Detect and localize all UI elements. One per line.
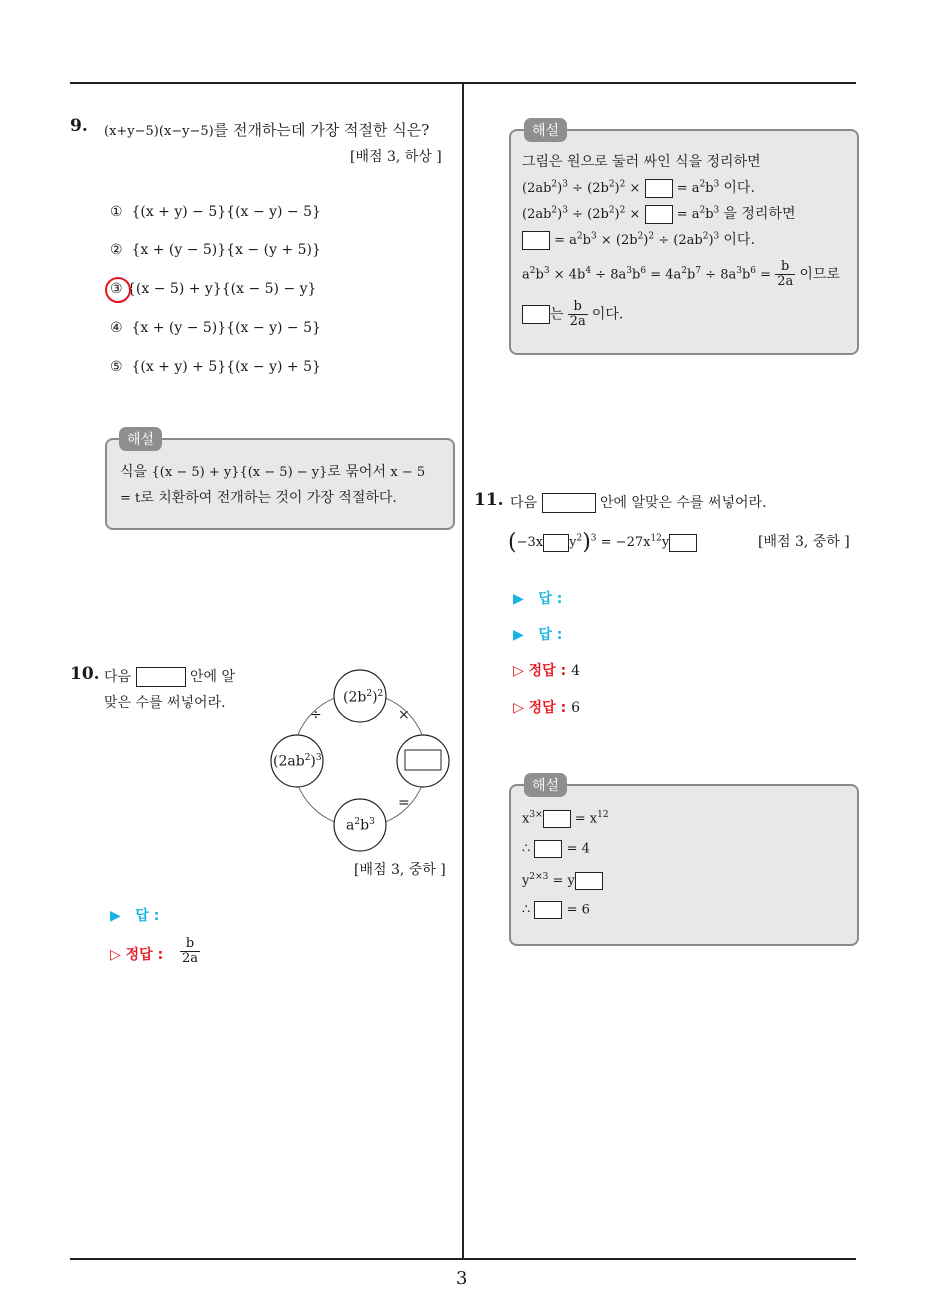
sol-math: {(x − 5) + y}{(x − 5) − y}	[151, 465, 328, 480]
blank-box	[542, 493, 596, 513]
q11-sol-line2	[522, 840, 590, 858]
q11-sol-line3: $y^{2\times 3} = y$	[522, 872, 603, 890]
q9-solution-line1	[120, 461, 425, 481]
q10-sol-line5: $a^2b^3 \times 4b^4 \div 8a^3b^6 = 4a^2b^7 \div 8a^3b^6$ = $\frac{b}{2a}$ 이므로	[522, 259, 840, 290]
sol-text: 이다.	[591, 306, 624, 323]
diagram-top-label: $(2b^2)^2$	[343, 689, 384, 706]
q9-choice-2[interactable]	[110, 242, 321, 258]
sol-text: 로 묶어서	[327, 464, 386, 480]
q11-correct-row-2	[513, 697, 580, 717]
diagram-left-label: $(2ab^2)^3$	[273, 753, 322, 770]
sol-math: = a	[554, 233, 577, 248]
correct-value: 6	[571, 700, 580, 716]
q9-number: 9.	[70, 116, 88, 136]
sol-math: ∴	[522, 841, 531, 857]
q9-choice-5[interactable]	[110, 359, 321, 375]
fraction-numerator: b	[185, 936, 195, 951]
bottom-rule	[70, 1258, 856, 1260]
diagram-op-divide: ÷	[310, 707, 322, 723]
q10-number: 10.	[70, 664, 100, 684]
q10-prompt-line2: 맞은 수를 써넣어라.	[104, 695, 226, 711]
sol-math: (2ab	[522, 181, 552, 196]
q9-choice-1[interactable]	[110, 204, 321, 220]
sol-math: ÷ (2ab	[658, 233, 703, 248]
sol-math: y	[522, 873, 530, 889]
diagram-text: a	[346, 817, 355, 834]
correct-label: 정답 :	[528, 663, 567, 679]
q10-correct-fraction	[180, 937, 200, 967]
q9-solution-tag: 해설	[119, 427, 162, 451]
answer-label: 답 :	[135, 908, 160, 924]
play-icon: ▶	[513, 627, 524, 643]
diagram-bottom-label: $a^2b^3$	[346, 817, 375, 834]
sol-math: = 4	[566, 841, 590, 857]
sol-math: a	[522, 267, 530, 283]
prompt-text: 안에 알맞은 수를 써넣어라.	[599, 495, 767, 511]
play-icon: ▶	[110, 908, 121, 924]
sol-text: 식을	[120, 464, 148, 480]
answer-circle-icon	[105, 277, 131, 303]
q9-prompt	[104, 119, 429, 140]
choice-mark: ①	[110, 204, 123, 220]
prompt-text: 안에 알	[189, 669, 235, 685]
q11-correct-row-1	[513, 660, 580, 680]
sol-fraction	[568, 300, 588, 330]
blank-box	[522, 231, 550, 250]
choice-mark: ③	[110, 281, 123, 297]
choice-expr: {(x − 5) + y}{(x − 5) − y}	[127, 281, 317, 297]
blank-box	[669, 534, 697, 552]
sol-fraction	[775, 260, 795, 290]
q11-answer-row-2	[513, 624, 562, 644]
diagram-text: (2ab	[273, 753, 305, 770]
sol-math: ÷ 8a	[595, 267, 627, 283]
sol-math: x − 5	[390, 465, 426, 480]
sol-math: = t	[120, 491, 141, 506]
choice-mark: ④	[110, 320, 123, 336]
choice-expr: {x + (y − 5)}{x − (y + 5)}	[131, 242, 321, 258]
q10-prompt-line1	[104, 666, 235, 687]
q10-sol-line4: = $a^2b^3 \times (2b^2)^2 \div (2ab^2)^3$ 이다.	[522, 229, 755, 250]
blank-box	[645, 179, 673, 198]
q9-solution-line2	[120, 487, 397, 507]
outline-triangle-icon: ▷	[110, 947, 121, 963]
choice-expr: {(x + y) + 5}{(x − y) + 5}	[131, 359, 321, 375]
page-number: 3	[456, 1268, 468, 1289]
diagram-text: (2b	[343, 689, 367, 706]
q10-correct-row	[110, 944, 163, 964]
q11-solution-box	[509, 784, 859, 946]
answer-label: 답 :	[538, 591, 563, 607]
prompt-text: 다음	[510, 495, 538, 511]
blank-box	[522, 305, 550, 324]
q11-answer-row-1	[513, 588, 562, 608]
q9-choice-3[interactable]	[110, 281, 316, 297]
sol-math: ×	[629, 181, 641, 196]
correct-label: 정답 :	[528, 700, 567, 716]
sol-math: × 4b	[553, 267, 586, 283]
q10-sol-line2: $(2ab^2)^3 \div (2b^2)^2$ × = $a^2b^3$ 이다.	[522, 179, 755, 196]
q11-number: 11.	[474, 490, 504, 510]
sol-math: x	[522, 811, 530, 827]
play-icon: ▶	[513, 591, 524, 607]
choice-mark: ②	[110, 242, 123, 258]
q10-sol-line6	[522, 300, 623, 330]
sol-text: 로 치환하여 전개하는 것이 가장 적절하다.	[140, 490, 397, 506]
q11-equation: (−3x $y^2)^3 = -27x^{12}y$	[508, 530, 697, 555]
q9-prompt-text: 를 전개하는데 가장 적절한 식은?	[213, 121, 430, 139]
blank-box	[645, 205, 673, 224]
column-divider	[462, 82, 464, 1259]
answer-label: 답 :	[538, 627, 563, 643]
choice-expr: {x + (y − 5)}{(x − y) − 5}	[131, 320, 321, 336]
fraction-denominator: 2a	[777, 274, 794, 290]
sol-math: =	[760, 267, 772, 283]
blank-box	[543, 810, 571, 828]
sol-math: = a	[676, 207, 700, 222]
fraction-denominator: 2a	[182, 951, 199, 967]
sol-text: 이므로	[799, 266, 840, 283]
fraction-denominator: 2a	[569, 314, 586, 330]
q10-sol-line3: $(2ab^2)^3 \div (2b^2)^2$ × = $a^2b^3$ 을 정리하면	[522, 205, 796, 222]
q10-sol-line1: 그림은 원으로 둘러 싸인 식을 정리하면	[522, 154, 761, 170]
q11-score: [배점 3, 중하 ]	[758, 534, 850, 550]
q11-sol-line4	[522, 901, 590, 919]
fraction-numerator: b	[781, 259, 790, 274]
sol-math: = 4a	[650, 267, 682, 283]
blank-box	[534, 901, 562, 919]
q9-prompt-math: (x+y−5)(x−y−5)	[104, 124, 214, 139]
diagram-op-equals: =	[398, 795, 410, 811]
blank-box	[534, 840, 562, 858]
eq-math: y	[569, 535, 577, 550]
diagram-blank-box	[405, 750, 441, 770]
eq-math: y	[661, 535, 670, 550]
prompt-text: 다음	[104, 669, 132, 685]
sol-math: (2ab	[522, 207, 552, 222]
sol-math: ÷ (2b	[572, 207, 609, 222]
eq-math: = −27x	[600, 535, 651, 550]
diagram-op-times: ×	[398, 707, 410, 723]
sol-text: 이다.	[723, 232, 755, 248]
choice-mark: ⑤	[110, 359, 123, 375]
outline-triangle-icon: ▷	[513, 700, 524, 716]
q10-solution-tag: 해설	[524, 118, 567, 142]
correct-value: 4	[571, 663, 580, 679]
sol-text: 이다.	[723, 180, 755, 196]
sol-text: 을 정리하면	[723, 206, 796, 222]
sol-math: × (2b	[600, 233, 638, 248]
correct-label: 정답 :	[125, 947, 164, 963]
sol-text: 는	[550, 306, 564, 323]
q10-answer-row	[110, 905, 159, 925]
q11-prompt	[510, 492, 767, 513]
sol-math: ∴	[522, 902, 531, 918]
eq-math: −3x	[516, 535, 544, 550]
sol-math: = y	[552, 873, 575, 889]
q9-score: [배점 3, 하상 ]	[350, 149, 442, 165]
q10-score: [배점 3, 중하 ]	[354, 862, 446, 878]
sol-math: ÷ 8a	[705, 267, 737, 283]
q9-solution-box	[105, 438, 455, 530]
blank-box	[575, 872, 603, 890]
choice-expr: {(x + y) − 5}{(x − y) − 5}	[131, 204, 321, 220]
q9-choice-4[interactable]	[110, 320, 321, 336]
blank-box	[136, 667, 186, 687]
q11-sol-line1: $x^{3\times} = x^{12}$	[522, 810, 609, 827]
sol-math: ×	[629, 207, 641, 222]
sol-math: ÷ (2b	[572, 181, 609, 196]
blank-box	[543, 534, 569, 552]
q11-solution-tag: 해설	[524, 773, 567, 797]
sol-math: = x	[574, 811, 598, 827]
outline-triangle-icon: ▷	[513, 663, 524, 679]
sol-math: = a	[676, 181, 700, 196]
sol-math: = 6	[566, 902, 590, 918]
fraction-numerator: b	[573, 299, 582, 314]
